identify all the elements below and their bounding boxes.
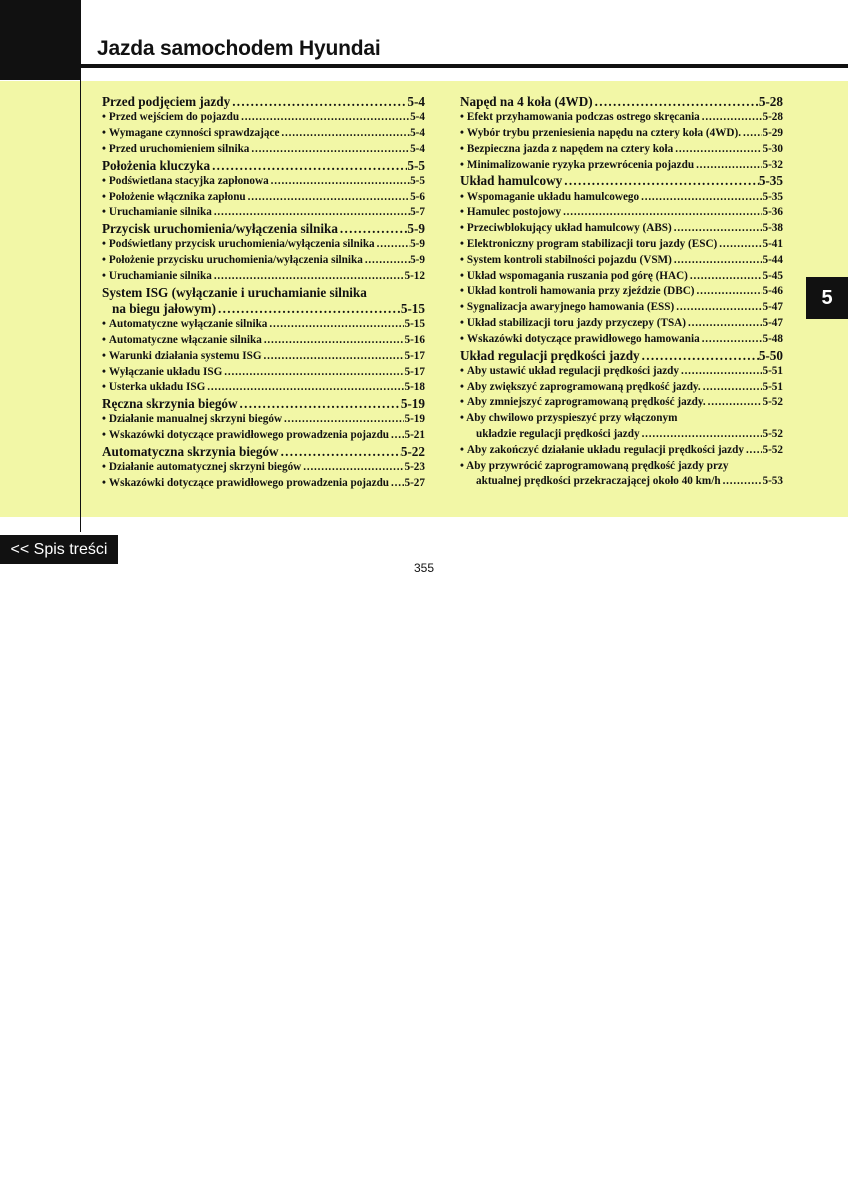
title-rule <box>80 64 848 68</box>
entry-page: 5-5 <box>407 157 425 173</box>
toc-subsection-entry[interactable] <box>102 237 425 253</box>
dot-leader <box>267 317 404 333</box>
back-to-contents-button[interactable]: << Spis treści <box>0 535 118 564</box>
dot-leader <box>688 269 763 285</box>
dot-leader <box>717 237 762 253</box>
entry-page: 5-35 <box>762 190 783 203</box>
entry-title: układzie regulacji prędkości jazdy <box>476 427 640 440</box>
entry-title: • Układ kontroli hamowania przy zjeździe (DBC) <box>460 285 695 298</box>
toc-subsection-entry[interactable] <box>460 237 783 253</box>
dot-leader <box>741 126 762 142</box>
entry-title: • System kontroli stabilności pojazdu (VSM) <box>460 253 672 266</box>
toc-section-entry[interactable] <box>102 221 425 237</box>
entry-title: • Uruchamianie silnika <box>102 206 212 219</box>
entry-title: • Warunki działania systemu ISG <box>102 349 262 362</box>
toc-subsection-entry[interactable] <box>460 364 783 380</box>
dot-leader <box>562 173 759 189</box>
dot-leader <box>672 253 763 269</box>
dot-leader <box>701 380 763 396</box>
entry-title: • Układ stabilizacji toru jazdy przyczepy (TSA) <box>460 316 686 329</box>
toc-subsection-entry[interactable] <box>102 333 425 349</box>
entry-title: Ręczna skrzynia biegów <box>102 396 238 412</box>
dot-leader <box>222 365 404 381</box>
dot-leader <box>212 205 410 221</box>
entry-page: 5-9 <box>407 221 425 237</box>
entry-title: • Przed wejściem do pojazdu <box>102 111 240 124</box>
toc-subsection-entry[interactable] <box>460 316 783 332</box>
dot-leader <box>674 300 762 316</box>
dot-leader <box>639 190 762 206</box>
entry-page: 5-41 <box>762 237 783 250</box>
toc-subsection-entry[interactable] <box>460 380 783 396</box>
entry-title: • Przeciwblokujący układ hamulcowy (ABS) <box>460 222 672 235</box>
toc-subsection-entry[interactable] <box>102 205 425 221</box>
toc-section-entry[interactable] <box>460 94 783 110</box>
entry-page: 5-44 <box>762 253 783 266</box>
bullet-icon: • <box>102 269 106 282</box>
bullet-icon: • <box>102 254 106 267</box>
entry-title: • Usterka układu ISG <box>102 381 206 394</box>
toc-subsection-entry[interactable] <box>460 395 783 411</box>
toc-subsection-entry[interactable] <box>460 284 783 300</box>
entry-title: • Wskazówki dotyczące prawidłowego prowadzenia pojazdu <box>102 429 390 442</box>
toc-section-entry[interactable]: System ISG (wyłączanie i uruchamianie silnika <box>102 284 367 300</box>
entry-title: • Aby zwiększyć zaprogramowaną prędkość jazdy. <box>460 380 701 393</box>
entry-title: • Wybór trybu przeniesienia napędu na cztery koła (4WD). <box>460 126 742 139</box>
toc-subsection-entry[interactable] <box>460 142 783 158</box>
entry-title: • Efekt przyhamowania podczas ostrego skręcania <box>460 111 700 124</box>
bullet-icon: • <box>460 285 464 298</box>
entry-page: 5-7 <box>410 206 425 219</box>
toc-subsection-entry[interactable] <box>102 142 425 158</box>
entry-title: • Działanie automatycznej skrzyni biegów <box>102 461 302 474</box>
entry-title: • Minimalizowanie ryzyka przewrócenia pojazdu <box>460 158 695 171</box>
entry-page: 5-30 <box>762 142 783 155</box>
page-number: 355 <box>413 561 435 575</box>
toc-subsection-entry[interactable] <box>460 126 783 142</box>
bullet-icon: • <box>460 126 464 139</box>
dot-leader <box>279 444 401 460</box>
toc-subsection-entry[interactable]: • Aby przywrócić zaprogramowaną prędkość jazdy przy <box>460 459 729 472</box>
entry-title: Przed podjęciem jazdy <box>102 94 231 109</box>
toc-subsection-entry[interactable] <box>460 300 783 316</box>
entry-title: • Automatyczne włączanie silnika <box>102 333 262 346</box>
entry-title: Napęd na 4 koła (4WD) <box>460 94 593 109</box>
entry-page: 5-15 <box>404 318 425 331</box>
bullet-icon: • <box>102 142 106 155</box>
toc-subsection-entry[interactable]: • Aby chwilowo przyspieszyć przy włączonym <box>460 412 678 425</box>
entry-page: 5-48 <box>762 332 783 345</box>
entry-title: • Uruchamianie silnika <box>102 269 212 282</box>
dot-leader <box>338 221 407 237</box>
dot-leader <box>673 142 762 158</box>
dot-leader <box>205 380 404 396</box>
entry-title: • Sygnalizacja awaryjnego hamowania (ESS) <box>460 301 675 314</box>
page-title: Jazda samochodem Hyundai <box>97 37 381 60</box>
entry-page: 5-52 <box>762 396 783 409</box>
dot-leader <box>721 474 763 490</box>
bullet-icon: • <box>102 206 106 219</box>
dot-leader <box>262 333 405 349</box>
dot-leader <box>210 158 407 174</box>
toc-subsection-entry[interactable] <box>460 253 783 269</box>
entry-title: • Aby zakończyć działanie układu regulacji prędkości jazdy <box>460 443 744 456</box>
dot-leader <box>216 301 401 317</box>
entry-page: 5-19 <box>404 413 425 426</box>
entry-page: 5-52 <box>762 427 783 440</box>
toc-subsection-entry[interactable] <box>102 269 425 285</box>
bullet-icon: • <box>102 429 106 442</box>
entry-title: Położenia kluczyka <box>102 157 211 173</box>
dot-leader <box>262 349 405 365</box>
entry-title: • Bezpieczna jazda z napędem na cztery koła <box>460 142 674 155</box>
toc-section-entry[interactable] <box>102 396 425 412</box>
entry-title: Układ regulacji prędkości jazdy <box>460 347 640 363</box>
entry-page: 5-51 <box>762 380 783 393</box>
entry-title: Automatyczna skrzynia biegów <box>102 443 279 459</box>
dot-leader <box>249 142 410 158</box>
entry-title: • Podświetlana stacyjka zapłonowa <box>102 174 269 187</box>
entry-title: • Podświetlany przycisk uruchomienia/wyłączenia silnika <box>102 238 375 251</box>
entry-page: 5-38 <box>762 222 783 235</box>
dot-leader <box>706 395 763 411</box>
toc-subsection-entry[interactable] <box>102 110 425 126</box>
entry-title: • Położenie włącznika zapłonu <box>102 190 246 203</box>
entry-page: 5-23 <box>404 461 425 474</box>
entry-page: 5-53 <box>762 475 783 488</box>
toc-section-entry[interactable] <box>102 444 425 460</box>
entry-page: 5-28 <box>758 94 783 109</box>
bullet-icon: • <box>460 222 464 235</box>
entry-page: 5-27 <box>404 476 425 489</box>
entry-title: • Działanie manualnej skrzyni biegów <box>102 413 283 426</box>
entry-page: 5-4 <box>407 94 425 109</box>
dot-leader <box>246 190 410 206</box>
dot-leader <box>700 332 763 348</box>
bullet-icon: • <box>460 443 464 456</box>
entry-page: 5-15 <box>400 300 425 316</box>
entry-title: • Hamulec postojowy <box>460 206 562 219</box>
entry-page: 5-9 <box>410 238 425 251</box>
entry-page: 5-17 <box>404 349 425 362</box>
toc-subsection-entry[interactable] <box>102 317 425 333</box>
toc-subsection-entry[interactable] <box>460 190 783 206</box>
entry-page: 5-50 <box>758 347 783 363</box>
toc-section-entry[interactable] <box>102 158 425 174</box>
entry-page: 5-29 <box>762 126 783 139</box>
dot-leader <box>269 174 410 190</box>
bullet-icon: • <box>102 333 106 346</box>
bullet-icon: • <box>460 332 464 345</box>
toc-subsection-entry[interactable] <box>102 174 425 190</box>
bullet-icon: • <box>460 158 464 171</box>
toc-subsection-entry[interactable] <box>460 269 783 285</box>
dot-leader <box>561 205 762 221</box>
entry-page: 5-17 <box>404 365 425 378</box>
bullet-icon: • <box>460 142 464 155</box>
entry-title: • Wskazówki dotyczące prawidłowego hamowania <box>460 332 700 345</box>
dot-leader <box>694 158 762 174</box>
bullet-icon: • <box>102 381 106 394</box>
entry-page: 5-21 <box>404 429 425 442</box>
toc-section-entry[interactable] <box>460 348 783 364</box>
dot-leader <box>389 476 404 492</box>
entry-page: 5-16 <box>404 333 425 346</box>
toc-column-right <box>460 94 783 490</box>
entry-page: 5-36 <box>762 206 783 219</box>
entry-title: • Wskazówki dotyczące prawidłowego prowadzenia pojazdu <box>102 476 390 489</box>
chapter-tab[interactable]: 5 <box>806 277 848 319</box>
dot-leader <box>593 94 759 110</box>
entry-title: • Aby zmniejszyć zaprogramowaną prędkość jazdy. <box>460 396 706 409</box>
bullet-icon: • <box>460 237 464 250</box>
toc-subsection-entry[interactable] <box>102 412 425 428</box>
toc-subsection-entry[interactable] <box>460 443 783 459</box>
bullet-icon: • <box>102 111 106 124</box>
entry-page: 5-19 <box>400 396 425 412</box>
toc-subsection-entry[interactable] <box>102 190 425 206</box>
entry-page: 5-35 <box>758 173 783 189</box>
toc-section-entry[interactable] <box>102 94 425 110</box>
entry-page: 5-32 <box>762 158 783 171</box>
bullet-icon: • <box>460 316 464 329</box>
bullet-icon: • <box>102 349 106 362</box>
entry-page: 5-4 <box>410 126 425 139</box>
header-black-block <box>0 0 80 80</box>
entry-page: 5-6 <box>410 190 425 203</box>
dot-leader <box>700 110 763 126</box>
bullet-icon: • <box>460 396 464 409</box>
entry-page: 5-51 <box>762 364 783 377</box>
entry-title: • Wyłączanie układu ISG <box>102 365 223 378</box>
bullet-icon: • <box>102 365 106 378</box>
dot-leader <box>301 460 404 476</box>
toc-subsection-entry[interactable] <box>102 126 425 142</box>
bullet-icon: • <box>460 111 464 124</box>
entry-title: Przycisk uruchomienia/wyłączenia silnika <box>102 221 338 237</box>
toc-subsection-entry[interactable] <box>460 158 783 174</box>
dot-leader <box>686 316 762 332</box>
entry-page: 5-22 <box>400 443 425 459</box>
bullet-icon: • <box>102 476 106 489</box>
entry-title: • Układ wspomagania ruszania pod górę (HAC) <box>460 269 688 282</box>
dot-leader <box>375 237 410 253</box>
entry-page: 5-28 <box>762 111 783 124</box>
dot-leader <box>672 221 763 237</box>
entry-page: 5-4 <box>410 111 425 124</box>
entry-page: 5-47 <box>762 316 783 329</box>
dot-leader <box>389 428 404 444</box>
dot-leader <box>695 284 763 300</box>
bullet-icon: • <box>102 190 106 203</box>
dot-leader <box>238 396 401 412</box>
toc-subsection-entry[interactable] <box>102 428 425 444</box>
toc-subsection-entry[interactable] <box>460 221 783 237</box>
dot-leader <box>744 443 763 459</box>
toc-subsection-entry[interactable] <box>460 474 783 490</box>
dot-leader <box>679 364 763 380</box>
toc-subsection-entry[interactable] <box>460 110 783 126</box>
entry-page: 5-18 <box>404 381 425 394</box>
entry-title: na biegu jałowym) <box>112 300 217 316</box>
toc-subsection-entry[interactable] <box>460 332 783 348</box>
entry-page: 5-46 <box>762 285 783 298</box>
bullet-icon: • <box>102 126 106 139</box>
entry-page: 5-9 <box>410 254 425 267</box>
dot-leader <box>282 412 404 428</box>
entry-page: 5-45 <box>762 269 783 282</box>
bullet-icon: • <box>460 380 464 393</box>
toc-subsection-entry[interactable] <box>102 476 425 492</box>
toc-subsection-entry[interactable] <box>102 460 425 476</box>
entry-page: 5-52 <box>762 443 783 456</box>
bullet-icon: • <box>102 413 106 426</box>
dot-leader <box>212 269 405 285</box>
bullet-icon: • <box>460 459 467 472</box>
entry-title: • Elektroniczny program stabilizacji toru jazdy (ESC) <box>460 237 718 250</box>
entry-title: • Aby ustawić układ regulacji prędkości jazdy <box>460 364 679 377</box>
entry-page: 5-5 <box>410 174 425 187</box>
dot-leader <box>363 253 410 269</box>
entry-title: • Położenie przycisku uruchomienia/wyłączenia silnika <box>102 254 363 267</box>
bullet-icon: • <box>102 238 106 251</box>
bullet-icon: • <box>460 301 464 314</box>
dot-leader <box>230 94 407 110</box>
bullet-icon: • <box>102 174 106 187</box>
bullet-icon: • <box>460 364 464 377</box>
margin-line <box>80 0 81 532</box>
toc-subsection-entry[interactable] <box>102 253 425 269</box>
entry-title: Układ hamulcowy <box>460 173 563 189</box>
bullet-icon: • <box>102 461 106 474</box>
entry-title: • Automatyczne wyłączanie silnika <box>102 318 268 331</box>
toc-subsection-entry[interactable] <box>460 427 783 443</box>
bullet-icon: • <box>460 412 467 425</box>
entry-page: 5-47 <box>762 301 783 314</box>
toc-column-left <box>102 94 425 492</box>
toc-subsection-entry[interactable] <box>102 380 425 396</box>
dot-leader <box>640 348 759 364</box>
entry-title: • Wymagane czynności sprawdzające <box>102 126 280 139</box>
entry-page: 5-12 <box>404 269 425 282</box>
toc-subsection-entry[interactable] <box>460 205 783 221</box>
entry-title: • Przed uruchomieniem silnika <box>102 142 250 155</box>
toc-subsection-entry[interactable] <box>102 365 425 381</box>
dot-leader <box>279 126 410 142</box>
entry-title: aktualnej prędkości przekraczającej około 40 km/h <box>476 475 721 488</box>
bullet-icon: • <box>460 253 464 266</box>
toc-subsection-entry[interactable] <box>102 349 425 365</box>
bullet-icon: • <box>460 269 464 282</box>
toc-section-entry[interactable] <box>460 173 783 189</box>
bullet-icon: • <box>460 206 464 219</box>
entry-page: 5-4 <box>410 142 425 155</box>
bullet-icon: • <box>102 318 106 331</box>
entry-title: • Wspomaganie układu hamulcowego <box>460 190 640 203</box>
dot-leader <box>239 110 410 126</box>
dot-leader <box>640 427 763 443</box>
bullet-icon: • <box>460 190 464 203</box>
toc-section-entry[interactable] <box>102 301 425 317</box>
